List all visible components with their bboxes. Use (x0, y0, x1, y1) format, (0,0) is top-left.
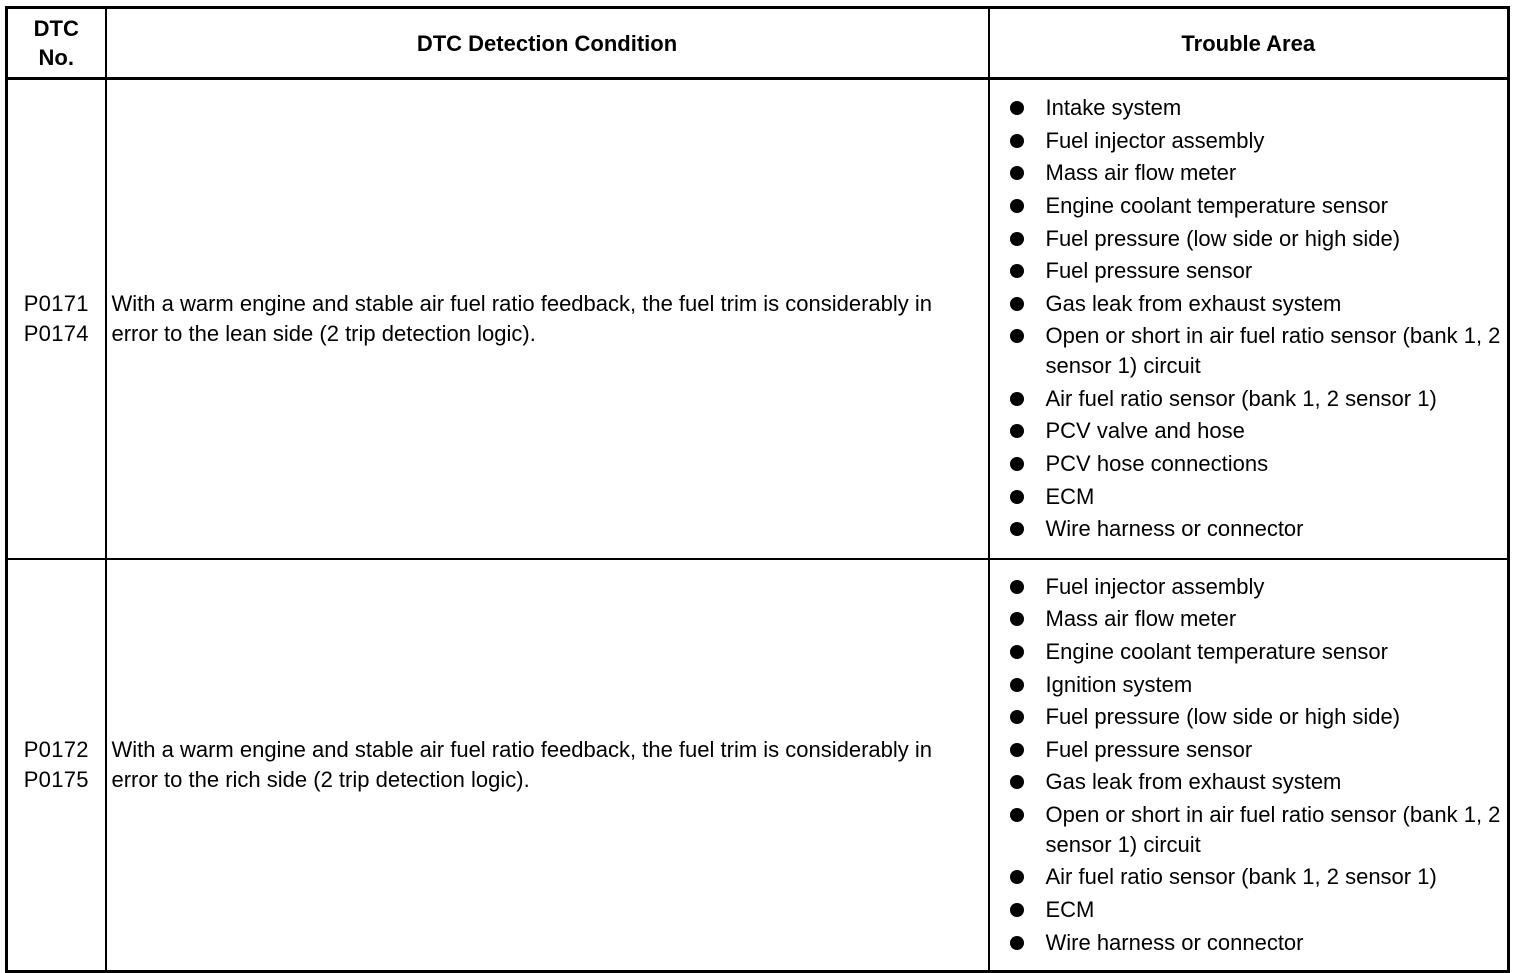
bullet-icon (1010, 936, 1024, 950)
trouble-area-text: Wire harness or connector (1045, 929, 1304, 955)
bullet-icon (1010, 166, 1024, 180)
bullet-icon (1010, 775, 1024, 789)
trouble-area-text: Open or short in air fuel ratio sensor (bank 1, 2 sensor 1) circuit (1045, 801, 1501, 857)
dtc-code: P0172 (23, 737, 89, 762)
list-item (1010, 289, 1502, 319)
trouble-area-list (1010, 93, 1502, 544)
header-dtc-no (7, 8, 106, 79)
list-item (1010, 735, 1502, 765)
list-item (1010, 604, 1502, 634)
table-row (7, 559, 1509, 972)
list-item (1010, 191, 1502, 221)
bullet-icon (1010, 522, 1024, 536)
list-item (1010, 767, 1502, 797)
list-item (1010, 256, 1502, 286)
list-item (1010, 384, 1502, 414)
trouble-area-text: Fuel pressure (low side or high side) (1045, 225, 1401, 251)
dtc-code: P0175 (23, 767, 89, 792)
bullet-icon (1010, 199, 1024, 213)
list-item (1010, 416, 1502, 446)
list-item (1010, 862, 1502, 892)
bullet-icon (1010, 134, 1024, 148)
trouble-area-text: Gas leak from exhaust system (1045, 290, 1342, 316)
bullet-icon (1010, 612, 1024, 626)
trouble-area-text: ECM (1045, 483, 1095, 509)
bullet-icon (1010, 903, 1024, 917)
bullet-icon (1010, 580, 1024, 594)
trouble-area-text: Mass air flow meter (1045, 606, 1237, 632)
header-trouble-area: Trouble Area (989, 8, 1509, 79)
bullet-icon (1010, 808, 1024, 822)
bullet-icon (1010, 645, 1024, 659)
header-condition: DTC Detection Condition (106, 8, 989, 79)
bullet-icon (1010, 101, 1024, 115)
trouble-area-text: Ignition system (1045, 671, 1193, 697)
dtc-code: P0174 (23, 321, 89, 346)
trouble-area-cell (989, 559, 1509, 972)
bullet-icon (1010, 264, 1024, 278)
header-row (7, 8, 1509, 79)
trouble-area-text: Fuel pressure sensor (1045, 736, 1253, 762)
list-item (1010, 449, 1502, 479)
list-item (1010, 702, 1502, 732)
list-item (1010, 670, 1502, 700)
bullet-icon (1010, 392, 1024, 406)
table-body (7, 79, 1509, 972)
trouble-area-text: Air fuel ratio sensor (bank 1, 2 sensor 1) (1045, 864, 1437, 890)
trouble-area-text: Fuel pressure sensor (1045, 258, 1253, 284)
list-item (1010, 321, 1502, 381)
trouble-area-text: Fuel pressure (low side or high side) (1045, 704, 1401, 730)
trouble-area-text: Fuel injector assembly (1045, 127, 1265, 153)
bullet-icon (1010, 457, 1024, 471)
bullet-icon (1010, 490, 1024, 504)
list-item (1010, 514, 1502, 544)
dtc-code: P0171 (23, 291, 89, 316)
bullet-icon (1010, 743, 1024, 757)
trouble-area-text: Intake system (1045, 95, 1182, 121)
dtc-code-cell (7, 79, 106, 560)
list-item (1010, 224, 1502, 254)
list-item (1010, 482, 1502, 512)
dtc-table (5, 6, 1510, 973)
bullet-icon (1010, 678, 1024, 692)
list-item (1010, 158, 1502, 188)
list-item (1010, 895, 1502, 925)
trouble-area-text: Air fuel ratio sensor (bank 1, 2 sensor 1) (1045, 385, 1437, 411)
detection-condition: With a warm engine and stable air fuel ratio feedback, the fuel trim is considerably in error to the rich side (2 trip detection logic). (106, 559, 989, 972)
trouble-area-list (1010, 572, 1502, 958)
list-item (1010, 126, 1502, 156)
dtc-code-cell (7, 559, 106, 972)
trouble-area-text: ECM (1045, 897, 1095, 923)
list-item (1010, 572, 1502, 602)
table-header (7, 8, 1509, 79)
detection-condition: With a warm engine and stable air fuel ratio feedback, the fuel trim is considerably in error to the lean side (2 trip detection logic). (106, 79, 989, 560)
trouble-area-text: Gas leak from exhaust system (1045, 769, 1342, 795)
trouble-area-cell (989, 79, 1509, 560)
bullet-icon (1010, 870, 1024, 884)
trouble-area-text: Mass air flow meter (1045, 160, 1237, 186)
header-dtc-no-line2: No. (38, 45, 74, 70)
bullet-icon (1010, 424, 1024, 438)
table-row (7, 79, 1509, 560)
trouble-area-text: Open or short in air fuel ratio sensor (bank 1, 2 sensor 1) circuit (1045, 323, 1501, 379)
trouble-area-text: PCV hose connections (1045, 451, 1269, 477)
trouble-area-text: Wire harness or connector (1045, 516, 1304, 542)
trouble-area-text: Engine coolant temperature sensor (1045, 192, 1388, 218)
trouble-area-text: Engine coolant temperature sensor (1045, 638, 1388, 664)
bullet-icon (1010, 710, 1024, 724)
bullet-icon (1010, 329, 1024, 343)
list-item (1010, 93, 1502, 123)
bullet-icon (1010, 297, 1024, 311)
list-item (1010, 800, 1502, 860)
list-item (1010, 637, 1502, 667)
bullet-icon (1010, 232, 1024, 246)
trouble-area-text: PCV valve and hose (1045, 418, 1245, 444)
trouble-area-text: Fuel injector assembly (1045, 573, 1265, 599)
list-item (1010, 928, 1502, 958)
header-dtc-no-line1: DTC (33, 16, 79, 41)
